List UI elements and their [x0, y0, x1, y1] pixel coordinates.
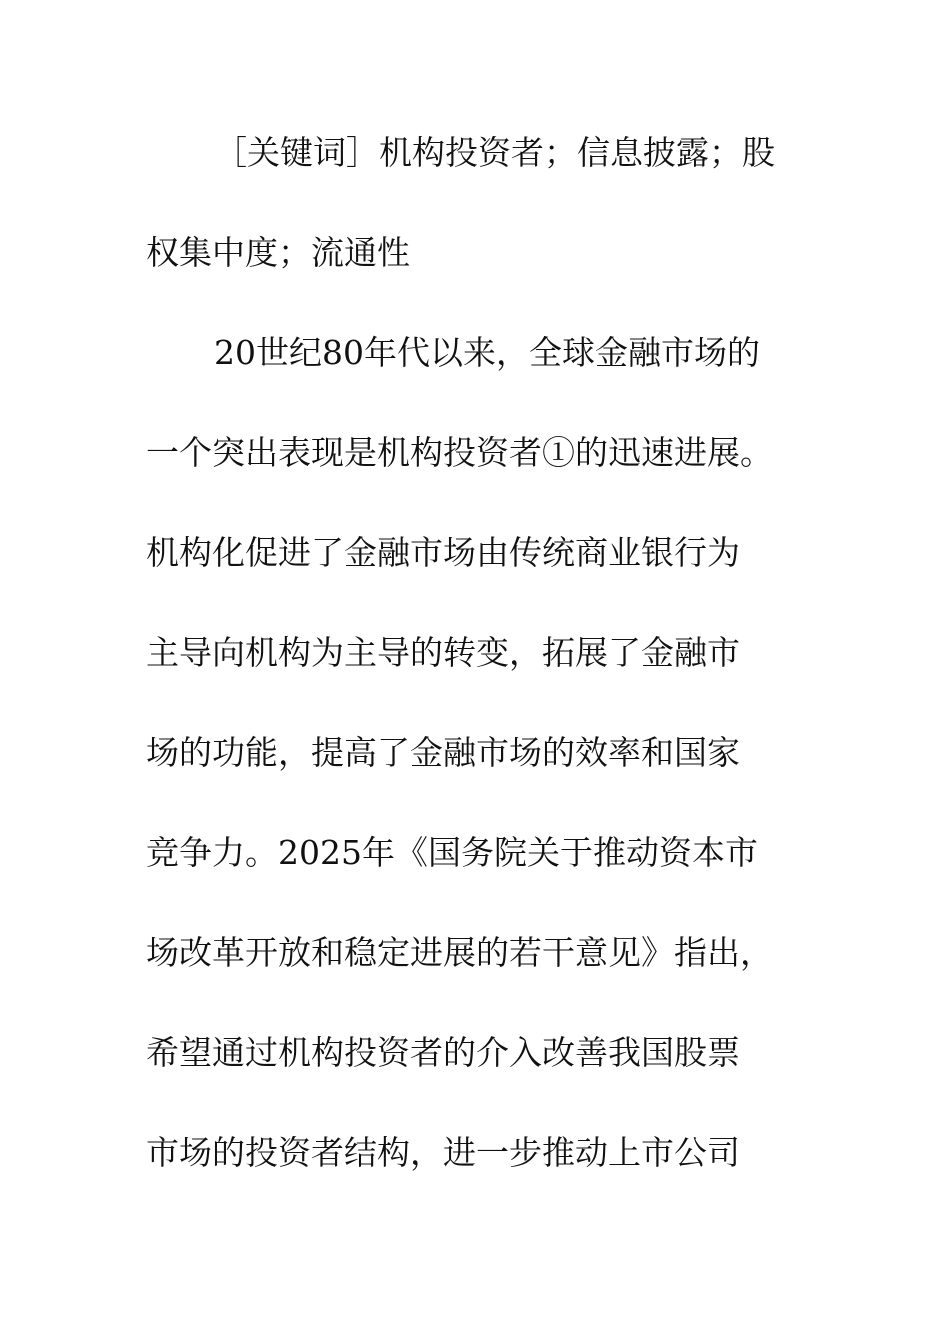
paragraph-line-9: 市场的投资者结构，进一步推动上市公司	[146, 1133, 740, 1172]
keywords-line-2: 权集中度；流通性	[146, 233, 410, 272]
paragraph-line-2: 一个突出表现是机构投资者①的迅速进展。	[146, 433, 773, 472]
paragraph-line-8: 希望通过机构投资者的介入改善我国股票	[146, 1033, 740, 1072]
paragraph-line-1: 20世纪80年代以来，全球金融市场的	[214, 333, 760, 372]
paragraph-line-6: 竞争力。2025年《国务院关于推动资本市	[146, 833, 758, 872]
paragraph-line-3: 机构化促进了金融市场由传统商业银行为	[146, 533, 740, 572]
paragraph-line-7: 场改革开放和稳定进展的若干意见》指出，	[146, 933, 773, 972]
keywords-line-1: ［关键词］机构投资者；信息披露；股	[214, 133, 775, 172]
paragraph-line-4: 主导向机构为主导的转变，拓展了金融市	[146, 633, 740, 672]
paragraph-line-5: 场的功能，提高了金融市场的效率和国家	[146, 733, 740, 772]
